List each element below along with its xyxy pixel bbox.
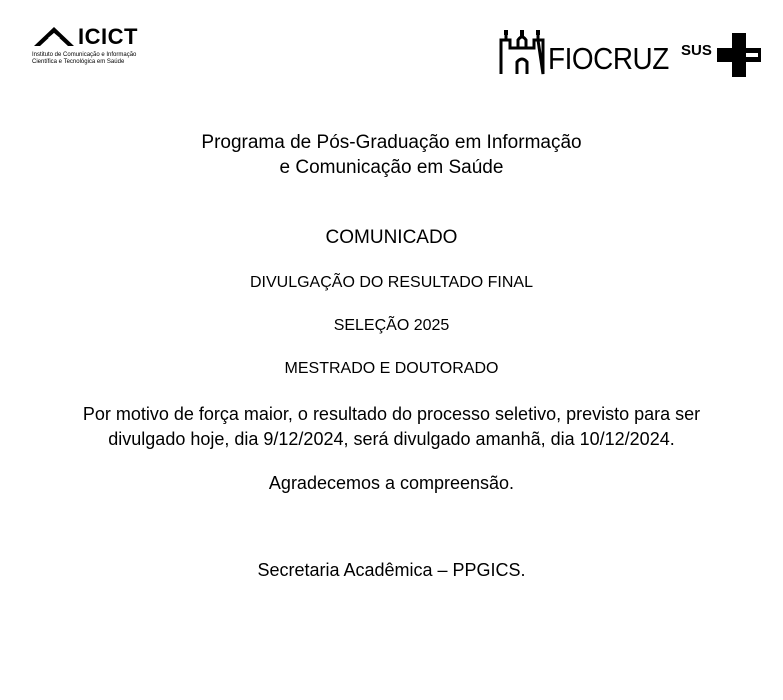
icict-subtitle-line2: Científica e Tecnológica em Saúde [32,59,125,65]
fiocruz-castle-icon [498,26,546,76]
notice-subheading-result: DIVULGAÇÃO DO RESULTADO FINAL [249,274,533,291]
notice-body-line1: Por motivo de força maior, o resultado do processo seletivo, previsto para ser [82,404,701,424]
notice-subheading-level: MESTRADO E DOUTORADO [284,360,499,377]
sus-name: SUS [681,42,712,59]
notice-thanks: Agradecemos a compreensão. [268,473,515,493]
fiocruz-name: FIOCRUZ [548,41,669,76]
notice-heading: COMUNICADO [325,227,458,248]
program-title-line1: Programa de Pós-Graduação em Informação [201,132,582,153]
sus-cross-icon [717,33,761,77]
icict-name: ICICT [78,24,138,49]
icict-mark-icon [32,24,76,48]
notice-signature: Secretaria Acadêmica – PPGICS. [257,560,526,580]
notice-body-line2: divulgado hoje, dia 9/12/2024, será divulgado amanhã, dia 10/12/2024. [108,429,675,449]
icict-logo [32,20,162,70]
sus-logo [681,33,763,77]
document-header [0,0,783,90]
icict-subtitle-line1: Instituto de Comunicação e Informação [32,52,137,58]
notice-subheading-selection: SELEÇÃO 2025 [333,317,450,334]
program-title-line2: e Comunicação em Saúde [279,157,504,178]
fiocruz-logo [498,26,669,78]
icict-subtitle [32,52,162,66]
